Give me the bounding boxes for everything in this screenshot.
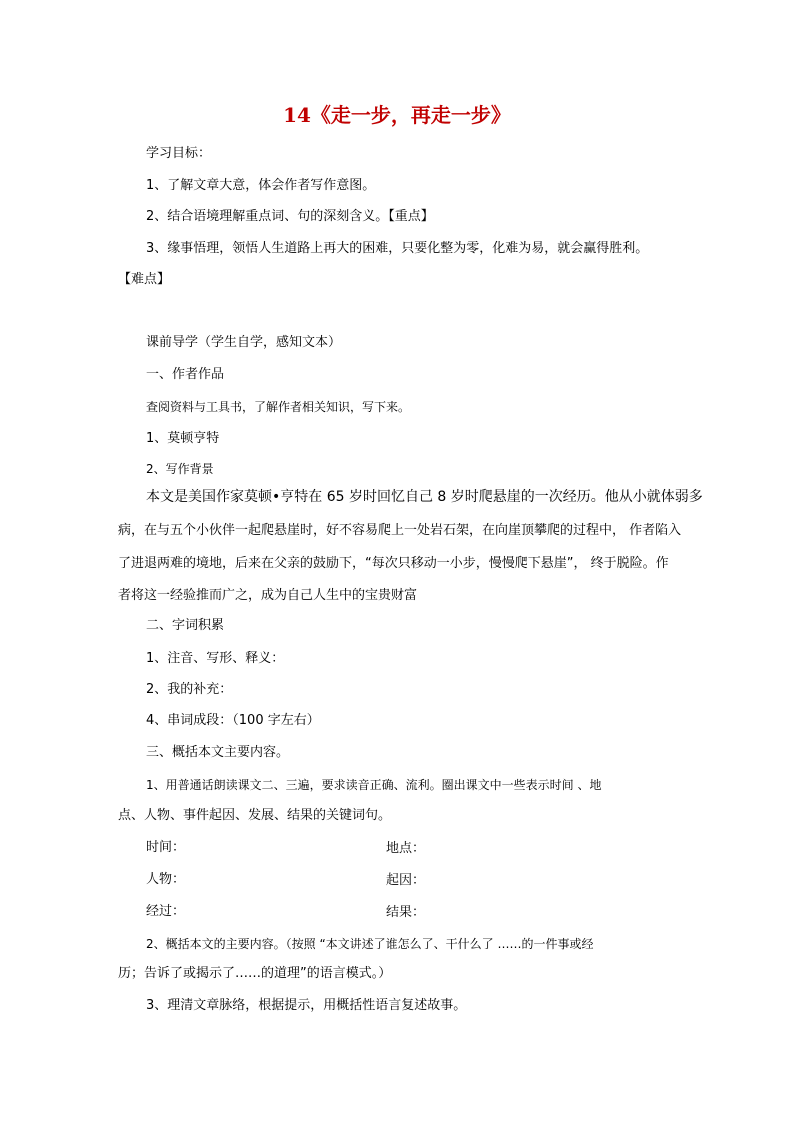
goal-2: 2、结合语境理解重点词、句的深刻含义。【重点】 [146,209,434,224]
background-line-4: 者将这一经验推而广之，成为自己人生中的宝贵财富 [118,588,418,603]
preview-heading: 课前导学（学生自学，感知文本） [146,335,342,350]
section-3-question-1b: 点、人物、事件起因、发展、结果的关键词句。 [118,808,392,823]
section-3-question-2a: 2、概括本文的主要内容。（按照 “本文讲述了谁怎么了、干什么了 ……的一件事或经 [146,937,594,951]
field-process: 经过： [146,904,186,919]
background-line-1: 本文是美国作家莫顿•亨特在 65 岁时回忆自己 8 岁时爬悬崖的一次经历。他从小就体弱多 [146,489,703,505]
field-time: 时间： [146,840,186,855]
section-1-note: 查阅资料与工具书，了解作者相关知识，写下来。 [146,400,411,414]
section-3-question-3: 3、理清文章脉络，根据提示，用概括性语言复述故事。 [146,998,467,1013]
background-line-3: 了进退两难的境地，后来在父亲的鼓励下，“每次只移动一小步，慢慢爬下悬崖”， 终于脱险。作 [118,556,669,571]
section-2-item-2: 2、我的补充： [146,682,233,697]
section-2-heading: 二、字词积累 [146,618,225,633]
goal-3: 3、缘事悟理，领悟人生道路上再大的困难，只要化整为零，化难为易，就会赢得胜利。 [146,241,649,256]
background-line-2: 病，在与五个小伙伴一起爬悬崖时，好不容易爬上一处岩石架，在向崖顶攀爬的过程中， 作者陷入 [118,523,682,538]
section-1-item-2: 2、写作背景 [146,462,214,476]
page-title: 14《走一步，再走一步》 [283,103,511,127]
section-3-heading: 三、概括本文主要内容。 [146,745,290,760]
section-2-item-4: 4、串词成段：（100 字左右） [146,713,320,728]
field-cause: 起因： [386,873,426,888]
goal-3-tag: 【难点】 [118,272,171,287]
goals-heading: 学习目标： [146,146,212,161]
section-1-heading: 一、作者作品 [146,367,225,382]
section-3-question-2b: 历；告诉了或揭示了……的道理”的语言模式。） [118,966,392,981]
section-2-item-1: 1、注音、写形、释义： [146,651,285,666]
field-place: 地点： [386,841,426,856]
section-3-question-1a: 1、用普通话朗读课文二、三遍，要求读音正确、流利。圈出课文中一些表示时间 、地 [146,778,602,792]
section-1-item-1: 1、莫顿亨特 [146,431,220,446]
field-person: 人物： [146,872,186,887]
goal-1: 1、了解文章大意，体会作者写作意图。 [146,178,376,193]
field-result: 结果： [386,905,426,920]
